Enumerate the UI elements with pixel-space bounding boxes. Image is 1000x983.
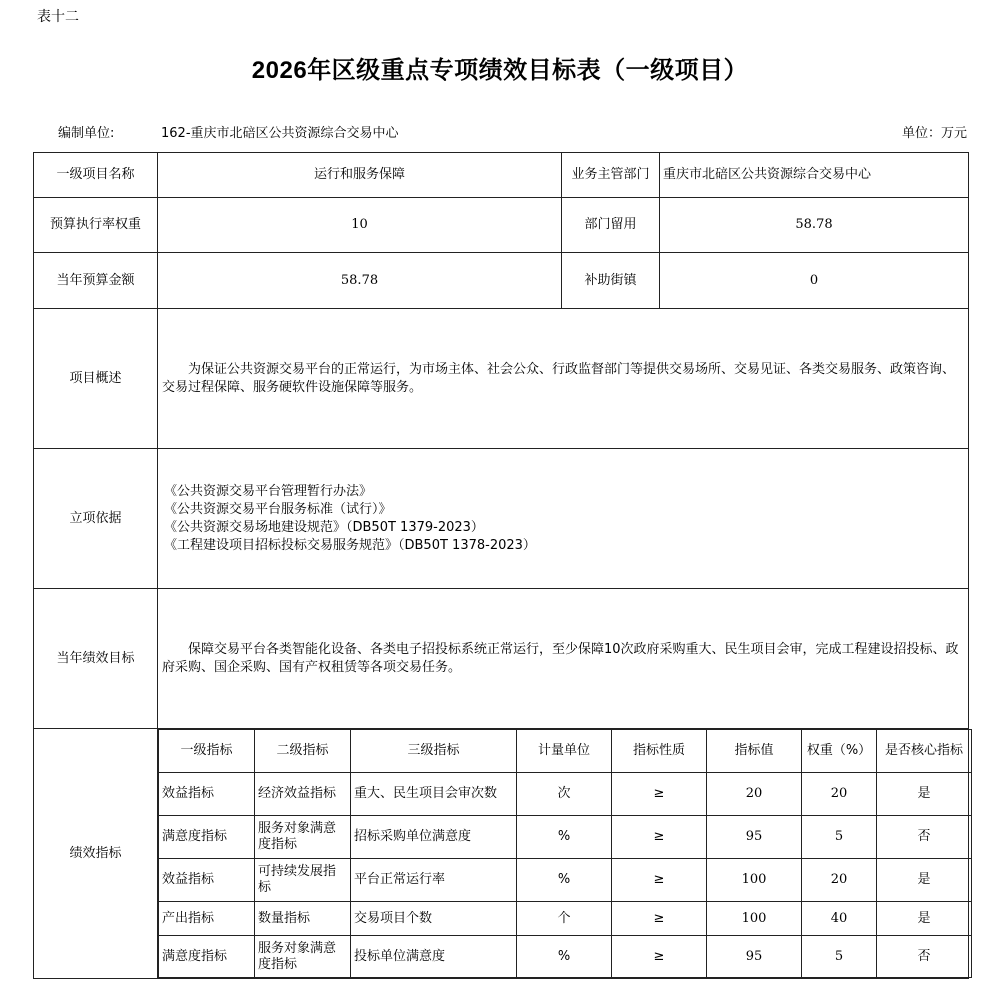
col-header: 三级指标: [351, 730, 517, 773]
table-row: [159, 902, 972, 936]
basis-label: 立项依据: [34, 449, 158, 589]
weight-cell: 40: [802, 902, 877, 936]
org-info: [58, 122, 399, 141]
dept-retained-value: 58.78: [660, 198, 969, 253]
table-number-label: 表十二: [37, 9, 79, 25]
exec-weight-value: 10: [158, 198, 562, 253]
level1-cell: 满意度指标: [159, 816, 255, 859]
row-basis: [34, 449, 969, 589]
weight-cell: 5: [802, 936, 877, 978]
unit-cell: 个: [517, 902, 612, 936]
project-name-label: 一级项目名称: [34, 153, 158, 198]
level1-cell: 效益指标: [159, 773, 255, 816]
basis-list: [158, 449, 969, 589]
weight-cell: 5: [802, 816, 877, 859]
overview-text: 为保证公共资源交易平台的正常运行，为市场主体、社会公众、行政监督部门等提供交易场所、交易见证、各类交易服务、政策咨询、交易过程保障、服务硬软件设施保障等服务。: [158, 309, 969, 449]
project-name-value: 运行和服务保障: [158, 153, 562, 198]
level2-cell: 服务对象满意度指标: [255, 936, 351, 978]
level3-cell: 招标采购单位满意度: [351, 816, 517, 859]
level3-cell: 投标单位满意度: [351, 936, 517, 978]
level2-cell: 可持续发展指标: [255, 859, 351, 902]
page-title: 2026年区级重点专项绩效目标表（一级项目）: [251, 57, 749, 84]
level1-cell: 产出指标: [159, 902, 255, 936]
weight-cell: 20: [802, 773, 877, 816]
level1-cell: 满意度指标: [159, 936, 255, 978]
dept-retained-label: 部门留用: [562, 198, 660, 253]
exec-weight-label: 预算执行率权重: [34, 198, 158, 253]
table-row: [159, 936, 972, 978]
indicators-label: 绩效指标: [34, 729, 158, 979]
level3-cell: 重大、民生项目会审次数: [351, 773, 517, 816]
subsidy-value: 0: [660, 253, 969, 309]
value-cell: 100: [707, 902, 802, 936]
row-project-name: [34, 153, 969, 198]
col-header: 是否核心指标: [877, 730, 972, 773]
col-header: 指标性质: [612, 730, 707, 773]
level1-cell: 效益指标: [159, 859, 255, 902]
org-label: 编制单位:: [58, 126, 115, 141]
nature-cell: ≥: [612, 816, 707, 859]
subsidy-label: 补助街镇: [562, 253, 660, 309]
table-row: [159, 859, 972, 902]
performance-table: [33, 152, 969, 979]
col-header: 计量单位: [517, 730, 612, 773]
basis-item: 《公共资源交易场地建设规范》（DB50T 1379-2023）: [164, 519, 484, 535]
unit-cell: %: [517, 816, 612, 859]
basis-item: 《工程建设项目招标投标交易服务规范》（DB50T 1378-2023）: [164, 537, 536, 553]
row-exec-weight: [34, 198, 969, 253]
row-goal: [34, 589, 969, 729]
col-header: 指标值: [707, 730, 802, 773]
core-cell: 是: [877, 773, 972, 816]
value-cell: 95: [707, 816, 802, 859]
col-header: 二级指标: [255, 730, 351, 773]
row-budget: [34, 253, 969, 309]
nature-cell: ≥: [612, 936, 707, 978]
value-cell: 95: [707, 936, 802, 978]
level2-cell: 数量指标: [255, 902, 351, 936]
col-header: 一级指标: [159, 730, 255, 773]
table-row: [159, 816, 972, 859]
basis-item: 《公共资源交易平台服务标准（试行）》: [164, 501, 392, 517]
core-cell: 否: [877, 816, 972, 859]
indicators-header-row: [159, 730, 972, 773]
unit-cell: %: [517, 859, 612, 902]
unit-label: 单位：万元: [901, 126, 967, 141]
org-value: 162-重庆市北碚区公共资源综合交易中心: [161, 126, 399, 141]
budget-value: 58.78: [158, 253, 562, 309]
level2-cell: 经济效益指标: [255, 773, 351, 816]
col-header: 权重（%）: [802, 730, 877, 773]
row-indicators: [34, 729, 969, 979]
indicators-cell: [158, 729, 969, 979]
nature-cell: ≥: [612, 902, 707, 936]
goal-text: 保障交易平台各类智能化设备、各类电子招投标系统正常运行，至少保障10次政府采购重大、民生项目会审，完成工程建设招投标、政府采购、国企采购、国有产权租赁等各项交易任务。: [158, 589, 969, 729]
level3-cell: 平台正常运行率: [351, 859, 517, 902]
value-cell: 100: [707, 859, 802, 902]
value-cell: 20: [707, 773, 802, 816]
weight-cell: 20: [802, 859, 877, 902]
table-row: [159, 773, 972, 816]
level2-cell: 服务对象满意度指标: [255, 816, 351, 859]
core-cell: 是: [877, 902, 972, 936]
row-overview: [34, 309, 969, 449]
indicators-table: [158, 729, 972, 978]
unit-cell: 次: [517, 773, 612, 816]
budget-label: 当年预算金额: [34, 253, 158, 309]
unit-cell: %: [517, 936, 612, 978]
core-cell: 是: [877, 859, 972, 902]
nature-cell: ≥: [612, 859, 707, 902]
level3-cell: 交易项目个数: [351, 902, 517, 936]
core-cell: 否: [877, 936, 972, 978]
basis-item: 《公共资源交易平台管理暂行办法》: [164, 483, 373, 499]
dept-value: 重庆市北碚区公共资源综合交易中心: [660, 153, 969, 198]
goal-label: 当年绩效目标: [34, 589, 158, 729]
overview-label: 项目概述: [34, 309, 158, 449]
dept-label: 业务主管部门: [562, 153, 660, 198]
nature-cell: ≥: [612, 773, 707, 816]
